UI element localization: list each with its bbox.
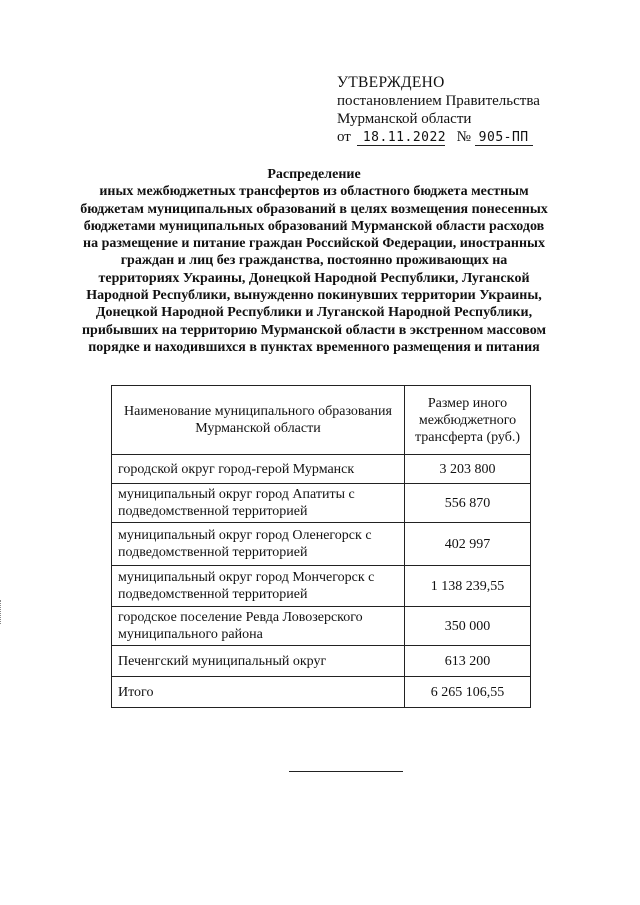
row-municipality: городское поселение Ревда Ловозерского муниципального района	[112, 607, 405, 646]
from-label: от	[337, 129, 351, 145]
scan-edge-mark	[0, 600, 3, 624]
title-heading: Распределение	[267, 167, 361, 182]
total-label: Итого	[112, 677, 405, 708]
distribution-table	[111, 385, 531, 708]
approved-label: УТВЕРЖДЕНО	[337, 74, 445, 91]
closing-divider	[289, 771, 403, 772]
document-title	[80, 166, 548, 356]
approval-line-2: Мурманской области	[337, 111, 472, 127]
approval-date-line	[337, 128, 540, 146]
number-label: №	[456, 129, 471, 145]
table-row	[112, 646, 531, 677]
row-amount: 556 870	[405, 484, 531, 523]
header-amount: Размер иного межбюджетного трансферта (руб.)	[405, 386, 531, 455]
row-amount: 3 203 800	[405, 455, 531, 484]
title-body: иных межбюджетных трансфертов из областного бюджета местным бюджетам муниципальных образований в целях возмещения понесенных бюджетами муниципальных образований Мурманской области расходов на размещение и питание граждан Российской Федерации, иностранных граждан и лиц без гражданства, постоянно проживающих на территориях Украины, Донецкой Народной Республики, Луганской Народной Республики, вынужденно покинувших территории Украины, Донецкой Народной Республики и Луганской Народной Республики, прибывших на территорию Мурманской области в экстренном массовом порядке и находившихся в пунктах временного размещения и питания	[80, 184, 548, 355]
approval-number: 905-ПП	[475, 129, 533, 146]
row-municipality: городской округ город-герой Мурманск	[112, 455, 405, 484]
row-municipality: Печенгский муниципальный округ	[112, 646, 405, 677]
header-municipality: Наименование муниципального образования Мурманской области	[112, 386, 405, 455]
table-total-row	[112, 677, 531, 708]
row-municipality: муниципальный округ город Мончегорск с подведомственной территорией	[112, 566, 405, 607]
table-row	[112, 484, 531, 523]
table-row	[112, 455, 531, 484]
row-amount: 402 997	[405, 523, 531, 566]
table-row	[112, 566, 531, 607]
row-municipality: муниципальный округ город Апатиты с подведомственной территорией	[112, 484, 405, 523]
row-municipality: муниципальный округ город Оленегорск с подведомственной территорией	[112, 523, 405, 566]
table-row	[112, 607, 531, 646]
row-amount: 613 200	[405, 646, 531, 677]
row-amount: 350 000	[405, 607, 531, 646]
total-amount: 6 265 106,55	[405, 677, 531, 708]
table-row	[112, 523, 531, 566]
row-amount: 1 138 239,55	[405, 566, 531, 607]
approval-stamp	[337, 74, 540, 146]
approval-line-1: постановлением Правительства	[337, 93, 540, 109]
approval-date: 18.11.2022	[357, 129, 445, 146]
table-header-row	[112, 386, 531, 455]
